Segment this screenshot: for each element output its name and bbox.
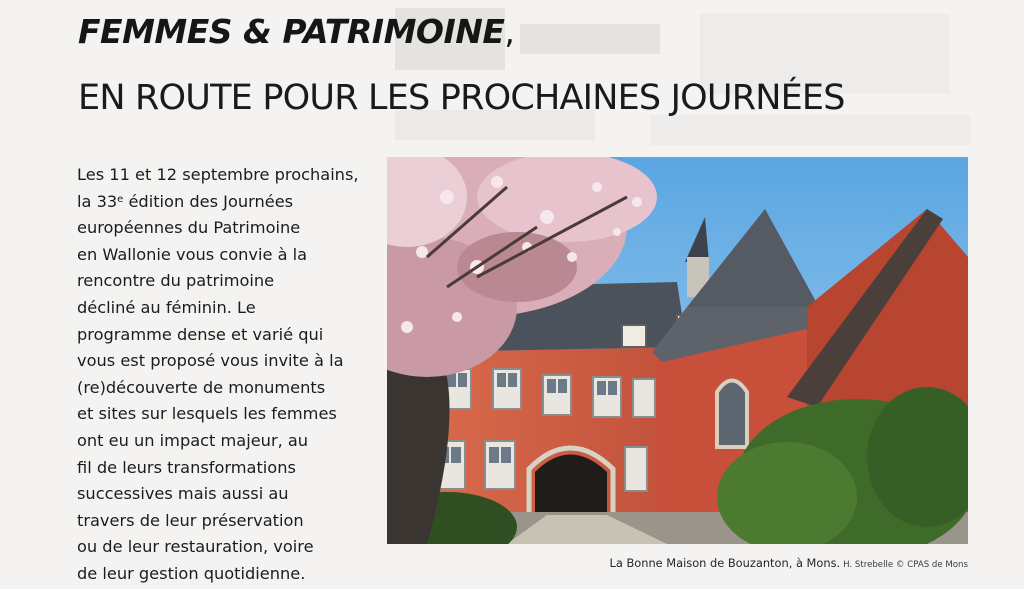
body-line: européennes du Patrimoine xyxy=(77,218,301,238)
body-line-start: la 33 xyxy=(77,191,118,211)
body-line: travers de leur préservation xyxy=(77,510,304,530)
archway xyxy=(535,455,607,518)
body-line: en Wallonie vous convie à la xyxy=(77,244,308,264)
body-line: fil de leurs transformations xyxy=(77,457,296,477)
title-comma: , xyxy=(504,12,515,51)
building-photo xyxy=(387,157,968,544)
body-line: rencontre du patrimoine xyxy=(77,271,275,291)
bleed-through-shadow xyxy=(520,24,660,54)
ordinal-superscript: e xyxy=(117,193,124,205)
bleed-through-shadow xyxy=(650,115,970,145)
body-line-end: édition des Journées xyxy=(123,191,294,211)
body-line: Les 11 et 12 septembre prochains, xyxy=(77,165,359,184)
body-line: et sites sur lesquels les femmes xyxy=(77,404,337,424)
body-line: vous est proposé vous invite à la xyxy=(77,351,344,371)
article-title-line2: EN ROUTE POUR LES PROCHAINES JOURNÉES xyxy=(78,78,845,118)
body-line: décliné au féminin. Le xyxy=(77,297,256,317)
photo-caption xyxy=(610,552,969,571)
article-title-line1 xyxy=(78,12,514,51)
gothic-window xyxy=(717,381,747,448)
article-body xyxy=(77,162,377,588)
body-line: (re)découverte de monuments xyxy=(77,377,326,397)
body-line: successives mais aussi au xyxy=(77,484,289,504)
photo-credit: H. Strebelle © CPAS de Mons xyxy=(843,560,968,570)
building-illustration xyxy=(387,157,968,544)
body-line: ont eu un impact majeur, au xyxy=(77,430,309,450)
caption-text: La Bonne Maison de Bouzanton, à Mons. xyxy=(609,556,841,570)
body-line: ou de leur restauration, voire xyxy=(77,537,314,557)
body-line xyxy=(77,189,377,216)
body-line: programme dense et varié qui xyxy=(77,324,324,344)
title-emphasis: FEMMES & PATRIMOINE xyxy=(78,12,505,51)
body-line: de leur gestion quotidienne. xyxy=(77,563,306,583)
